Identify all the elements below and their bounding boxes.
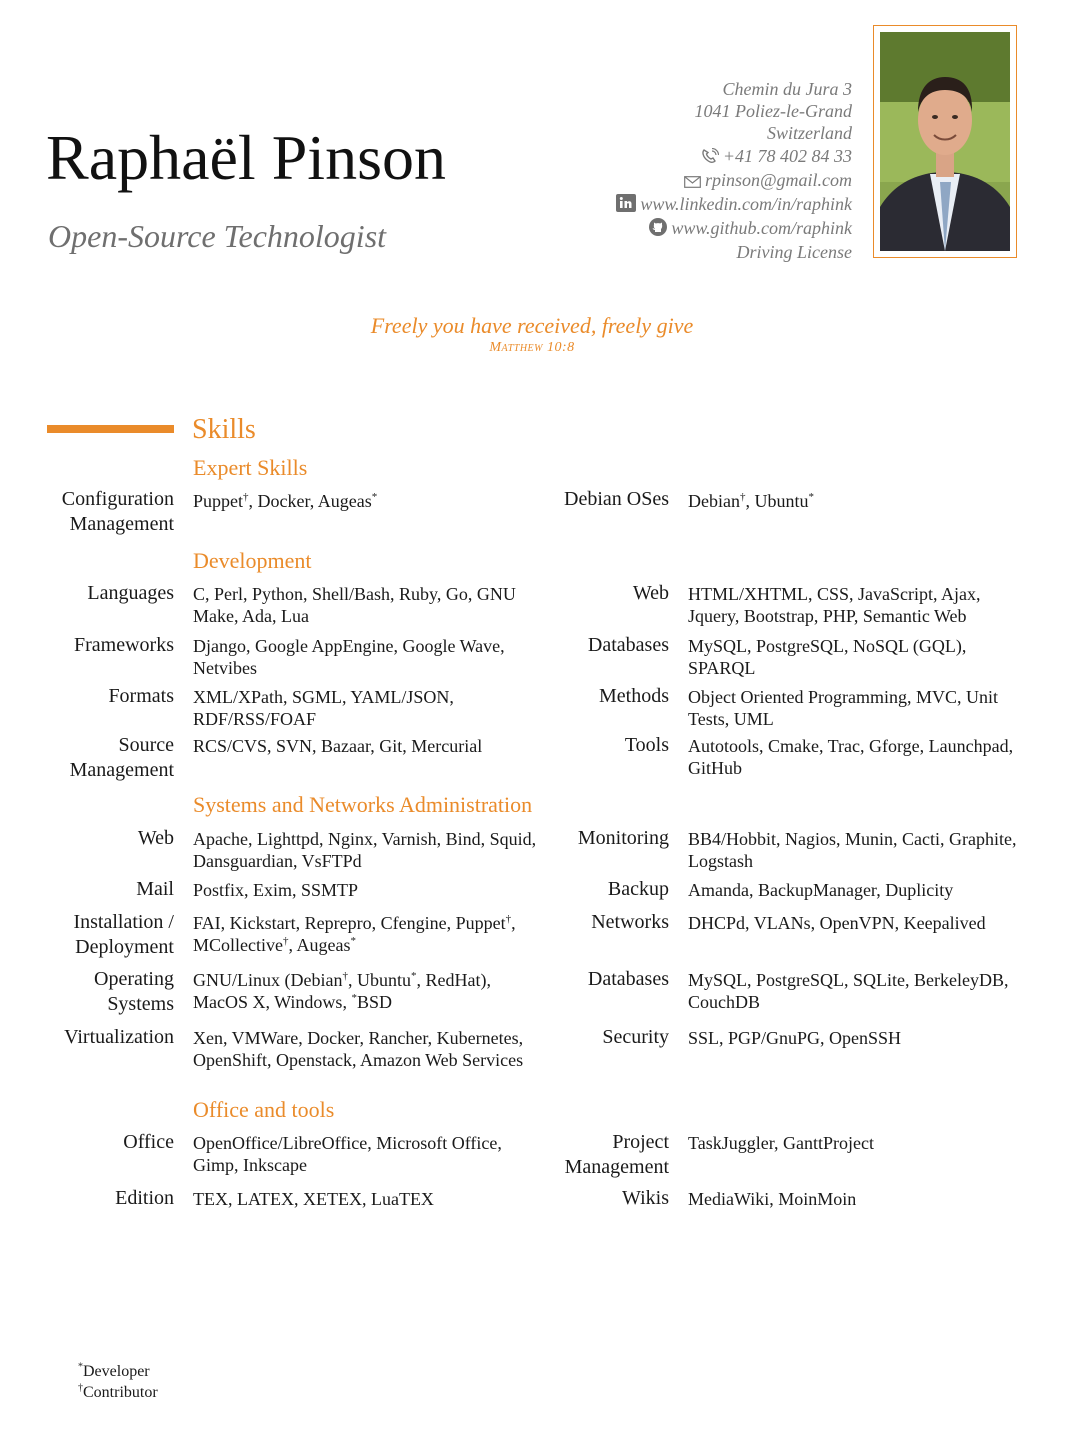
value-installation-deployment: FAI, Kickstart, Reprepro, Cfengine, Puppet†, MCollective†, Augeas* <box>193 913 516 955</box>
footnote-contributor <box>78 1382 158 1403</box>
label-languages: Languages <box>87 582 174 604</box>
label-source-management: Source Management <box>69 734 174 781</box>
label-web-dev: Web <box>632 582 669 604</box>
value-project-management: TaskJuggler, GanttProject <box>688 1133 874 1153</box>
quote-source: Matthew 10:8 <box>489 340 575 355</box>
profile-photo <box>873 25 1017 258</box>
value-formats: XML/XPath, SGML, YAML/JSON, RDF/RSS/FOAF <box>193 687 454 729</box>
contact-street: Chemin du Jura 3 <box>722 79 852 99</box>
value-frameworks: Django, Google AppEngine, Google Wave, Netvibes <box>193 636 505 678</box>
value-virtualization: Xen, VMWare, Docker, Rancher, Kubernetes, OpenShift, Openstack, Amazon Web Services <box>193 1028 524 1070</box>
linkedin-link[interactable]: www.linkedin.com/in/raphink <box>640 194 852 215</box>
job-title: Open-Source Technologist <box>48 218 387 254</box>
quote-text: Freely you have received, freely give <box>370 313 694 338</box>
value-languages: C, Perl, Python, Shell/Bash, Ruby, Go, GNU Make, Ada, Lua <box>193 584 516 626</box>
label-formats: Formats <box>108 685 174 707</box>
label-networks: Networks <box>591 911 669 933</box>
label-databases-sys: Databases <box>587 968 669 990</box>
email-link[interactable]: rpinson@gmail.com <box>704 169 852 190</box>
contact-city: 1041 Poliez-le-Grand <box>694 101 852 122</box>
value-monitoring: BB4/Hobbit, Nagios, Munin, Cacti, Graphite, Logstash <box>688 829 1017 871</box>
contact-linkedin <box>616 193 852 217</box>
label-frameworks: Frameworks <box>74 634 174 656</box>
contact-email <box>616 169 852 193</box>
quote-block <box>0 312 1064 356</box>
footnote-developer <box>78 1361 158 1382</box>
footnotes <box>78 1361 158 1403</box>
label-tools: Tools <box>624 734 669 756</box>
value-debian-oses: Debian†, Ubuntu* <box>688 491 814 511</box>
label-security: Security <box>602 1026 669 1048</box>
label-methods: Methods <box>599 685 669 707</box>
section-title-skills: Skills <box>192 414 256 445</box>
label-web-sys: Web <box>137 827 174 849</box>
footnote-contributor-text: Contributor <box>83 1384 158 1401</box>
footnote-developer-mark: * <box>78 1361 83 1373</box>
section-rule <box>47 425 174 433</box>
value-edition: TEX, LATEX, XETEX, LuaTEX <box>193 1189 434 1209</box>
github-icon <box>649 218 667 241</box>
value-methods: Object Oriented Programming, MVC, Unit Tests, UML <box>688 687 998 729</box>
footnote-developer-text: Developer <box>83 1363 150 1380</box>
value-databases-dev: MySQL, PostgreSQL, NoSQL (GQL), SPARQL <box>688 636 967 678</box>
label-configuration-management: Configuration Management <box>61 488 174 535</box>
value-web-sys: Apache, Lighttpd, Nginx, Varnish, Bind, Squid, Dansguardian, VsFTPd <box>193 829 537 871</box>
subsection-office: Office and tools <box>193 1097 335 1122</box>
value-backup: Amanda, BackupManager, Duplicity <box>688 880 954 900</box>
value-source-management: RCS/CVS, SVN, Bazaar, Git, Mercurial <box>193 736 483 756</box>
subsection-expert: Expert Skills <box>193 455 308 480</box>
label-wikis: Wikis <box>622 1187 669 1209</box>
contact-github <box>616 217 852 241</box>
value-wikis: MediaWiki, MoinMoin <box>688 1189 857 1209</box>
person-name: Raphaël Pinson <box>46 122 446 193</box>
value-mail: Postfix, Exim, SSMTP <box>193 880 359 900</box>
phone-icon <box>701 147 719 169</box>
contact-license: Driving License <box>736 242 852 263</box>
label-office: Office <box>123 1131 174 1153</box>
value-web-dev: HTML/XHTML, CSS, JavaScript, Ajax, Jquery, Bootstrap, PHP, Semantic Web <box>688 584 981 626</box>
github-link[interactable]: www.github.com/raphink <box>671 218 852 239</box>
label-debian-oses: Debian OSes <box>564 488 669 510</box>
subsection-sysadmin: Systems and Networks Administration <box>193 792 533 817</box>
label-backup: Backup <box>607 878 669 900</box>
label-virtualization: Virtualization <box>64 1026 174 1048</box>
value-tools: Autotools, Cmake, Trac, Gforge, Launchpad, GitHub <box>688 736 1014 778</box>
linkedin-icon <box>616 194 636 217</box>
value-configuration-management: Puppet†, Docker, Augeas* <box>193 491 378 511</box>
mail-icon <box>684 171 701 193</box>
label-operating-systems: Operating Systems <box>94 968 174 1015</box>
contact-phone <box>616 145 852 169</box>
label-edition: Edition <box>115 1187 174 1209</box>
label-monitoring: Monitoring <box>577 827 669 849</box>
label-databases-dev: Databases <box>587 634 669 656</box>
phone-number[interactable]: +41 78 402 84 33 <box>722 145 852 166</box>
value-databases-sys: MySQL, PostgreSQL, SQLite, BerkeleyDB, CouchDB <box>688 970 1009 1012</box>
portrait-illustration <box>880 32 1010 251</box>
value-office: OpenOffice/LibreOffice, Microsoft Office, Gimp, Inkscape <box>193 1133 502 1175</box>
label-mail: Mail <box>136 878 174 900</box>
footnote-contributor-mark: † <box>78 1382 83 1394</box>
contact-country: Switzerland <box>766 123 852 144</box>
label-project-management: Project Management <box>564 1131 669 1178</box>
label-installation-deployment: Installation / Deployment <box>73 911 174 958</box>
value-networks: DHCPd, VLANs, OpenVPN, Keepalived <box>688 913 986 933</box>
value-security: SSL, PGP/GnuPG, OpenSSH <box>688 1028 902 1048</box>
contact-block <box>616 78 852 264</box>
subsection-development: Development <box>193 548 312 573</box>
value-operating-systems: GNU/Linux (Debian†, Ubuntu*, RedHat), MacOS X, Windows, *BSD <box>193 970 491 1012</box>
